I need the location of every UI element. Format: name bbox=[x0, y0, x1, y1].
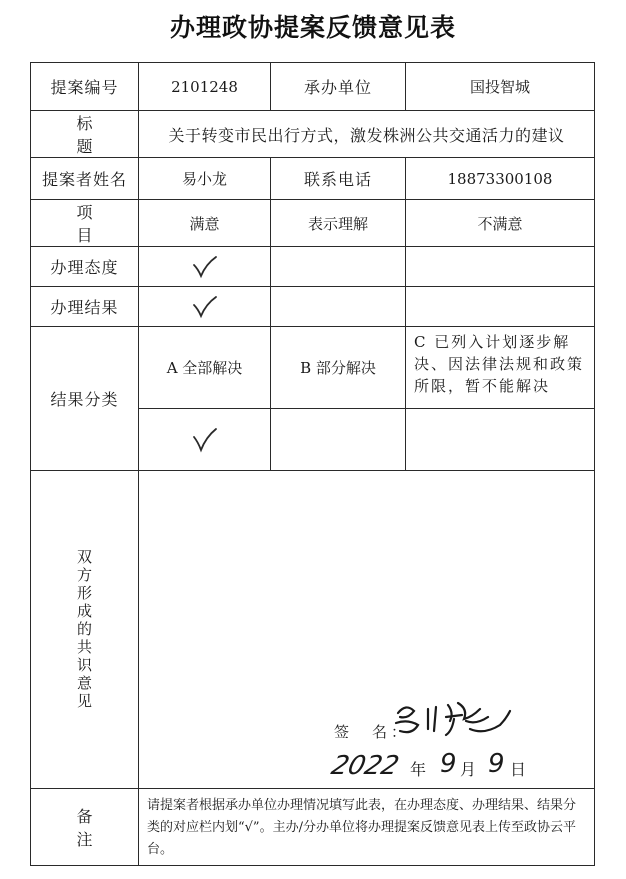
date-day: 9 bbox=[488, 749, 505, 779]
result-unsatisfied-cell bbox=[406, 287, 595, 327]
proposal-no-label: 提案编号 bbox=[31, 63, 139, 111]
satisfied-header: 满意 bbox=[139, 200, 271, 247]
date-year: 2022 bbox=[328, 751, 402, 781]
proposal-no-value: 2101248 bbox=[139, 63, 271, 111]
unsatisfied-header: 不满意 bbox=[406, 200, 595, 247]
date-month: 9 bbox=[440, 749, 457, 779]
date-day-unit: 日 bbox=[510, 760, 527, 779]
subject-label: 标 题 bbox=[31, 111, 139, 158]
sign-label: 签 名： bbox=[334, 723, 411, 741]
opinion-label: 双方形成的共识意见 bbox=[75, 548, 93, 711]
category-c-check-cell bbox=[406, 409, 595, 471]
result-understood-cell bbox=[271, 287, 406, 327]
understood-header: 表示理解 bbox=[271, 200, 406, 247]
sign-date bbox=[328, 747, 572, 787]
result-satisfied-cell bbox=[139, 287, 271, 327]
proposer-label: 提案者姓名 bbox=[31, 158, 139, 200]
check-mark-icon bbox=[192, 295, 218, 319]
phone-value: 18873300108 bbox=[406, 158, 595, 200]
attitude-understood-cell bbox=[271, 247, 406, 287]
result-label: 办理结果 bbox=[31, 287, 139, 327]
subject-value: 关于转变市民出行方式，激发株洲公共交通活力的建议 bbox=[139, 111, 595, 158]
category-a: A 全部解决 bbox=[139, 327, 271, 409]
handwritten-signature bbox=[392, 699, 522, 743]
category-label: 结果分类 bbox=[31, 327, 139, 471]
attitude-label: 办理态度 bbox=[31, 247, 139, 287]
proposer-value: 易小龙 bbox=[139, 158, 271, 200]
feedback-form-table bbox=[30, 62, 595, 866]
unit-label: 承办单位 bbox=[271, 63, 406, 111]
date-year-unit: 年 bbox=[410, 760, 427, 779]
unit-value: 国投智城 bbox=[406, 63, 595, 111]
check-mark-icon bbox=[192, 255, 218, 279]
note-label: 备 注 bbox=[31, 789, 139, 866]
category-a-check-cell bbox=[139, 409, 271, 471]
check-mark-icon bbox=[192, 427, 218, 453]
opinion-content bbox=[139, 471, 595, 789]
date-month-unit: 月 bbox=[460, 760, 477, 779]
attitude-unsatisfied-cell bbox=[406, 247, 595, 287]
form-title: 办理政协提案反馈意见表 bbox=[169, 13, 456, 42]
category-b-check-cell bbox=[271, 409, 406, 471]
item-label: 项 目 bbox=[31, 200, 139, 247]
attitude-satisfied-cell bbox=[139, 247, 271, 287]
opinion-label-cell bbox=[31, 471, 139, 789]
category-c: C 已列入计划逐步解决、因法律法规和政策所限，暂不能解决 bbox=[406, 327, 595, 409]
category-b: B 部分解决 bbox=[271, 327, 406, 409]
note-text: 请提案者根据承办单位办理情况填写此表，在办理态度、办理结果、结果分类的对应栏内划“√”。主办/分办单位将办理提案反馈意见表上传至政协云平台。 bbox=[139, 789, 595, 866]
signature-area bbox=[328, 699, 594, 789]
phone-label: 联系电话 bbox=[271, 158, 406, 200]
